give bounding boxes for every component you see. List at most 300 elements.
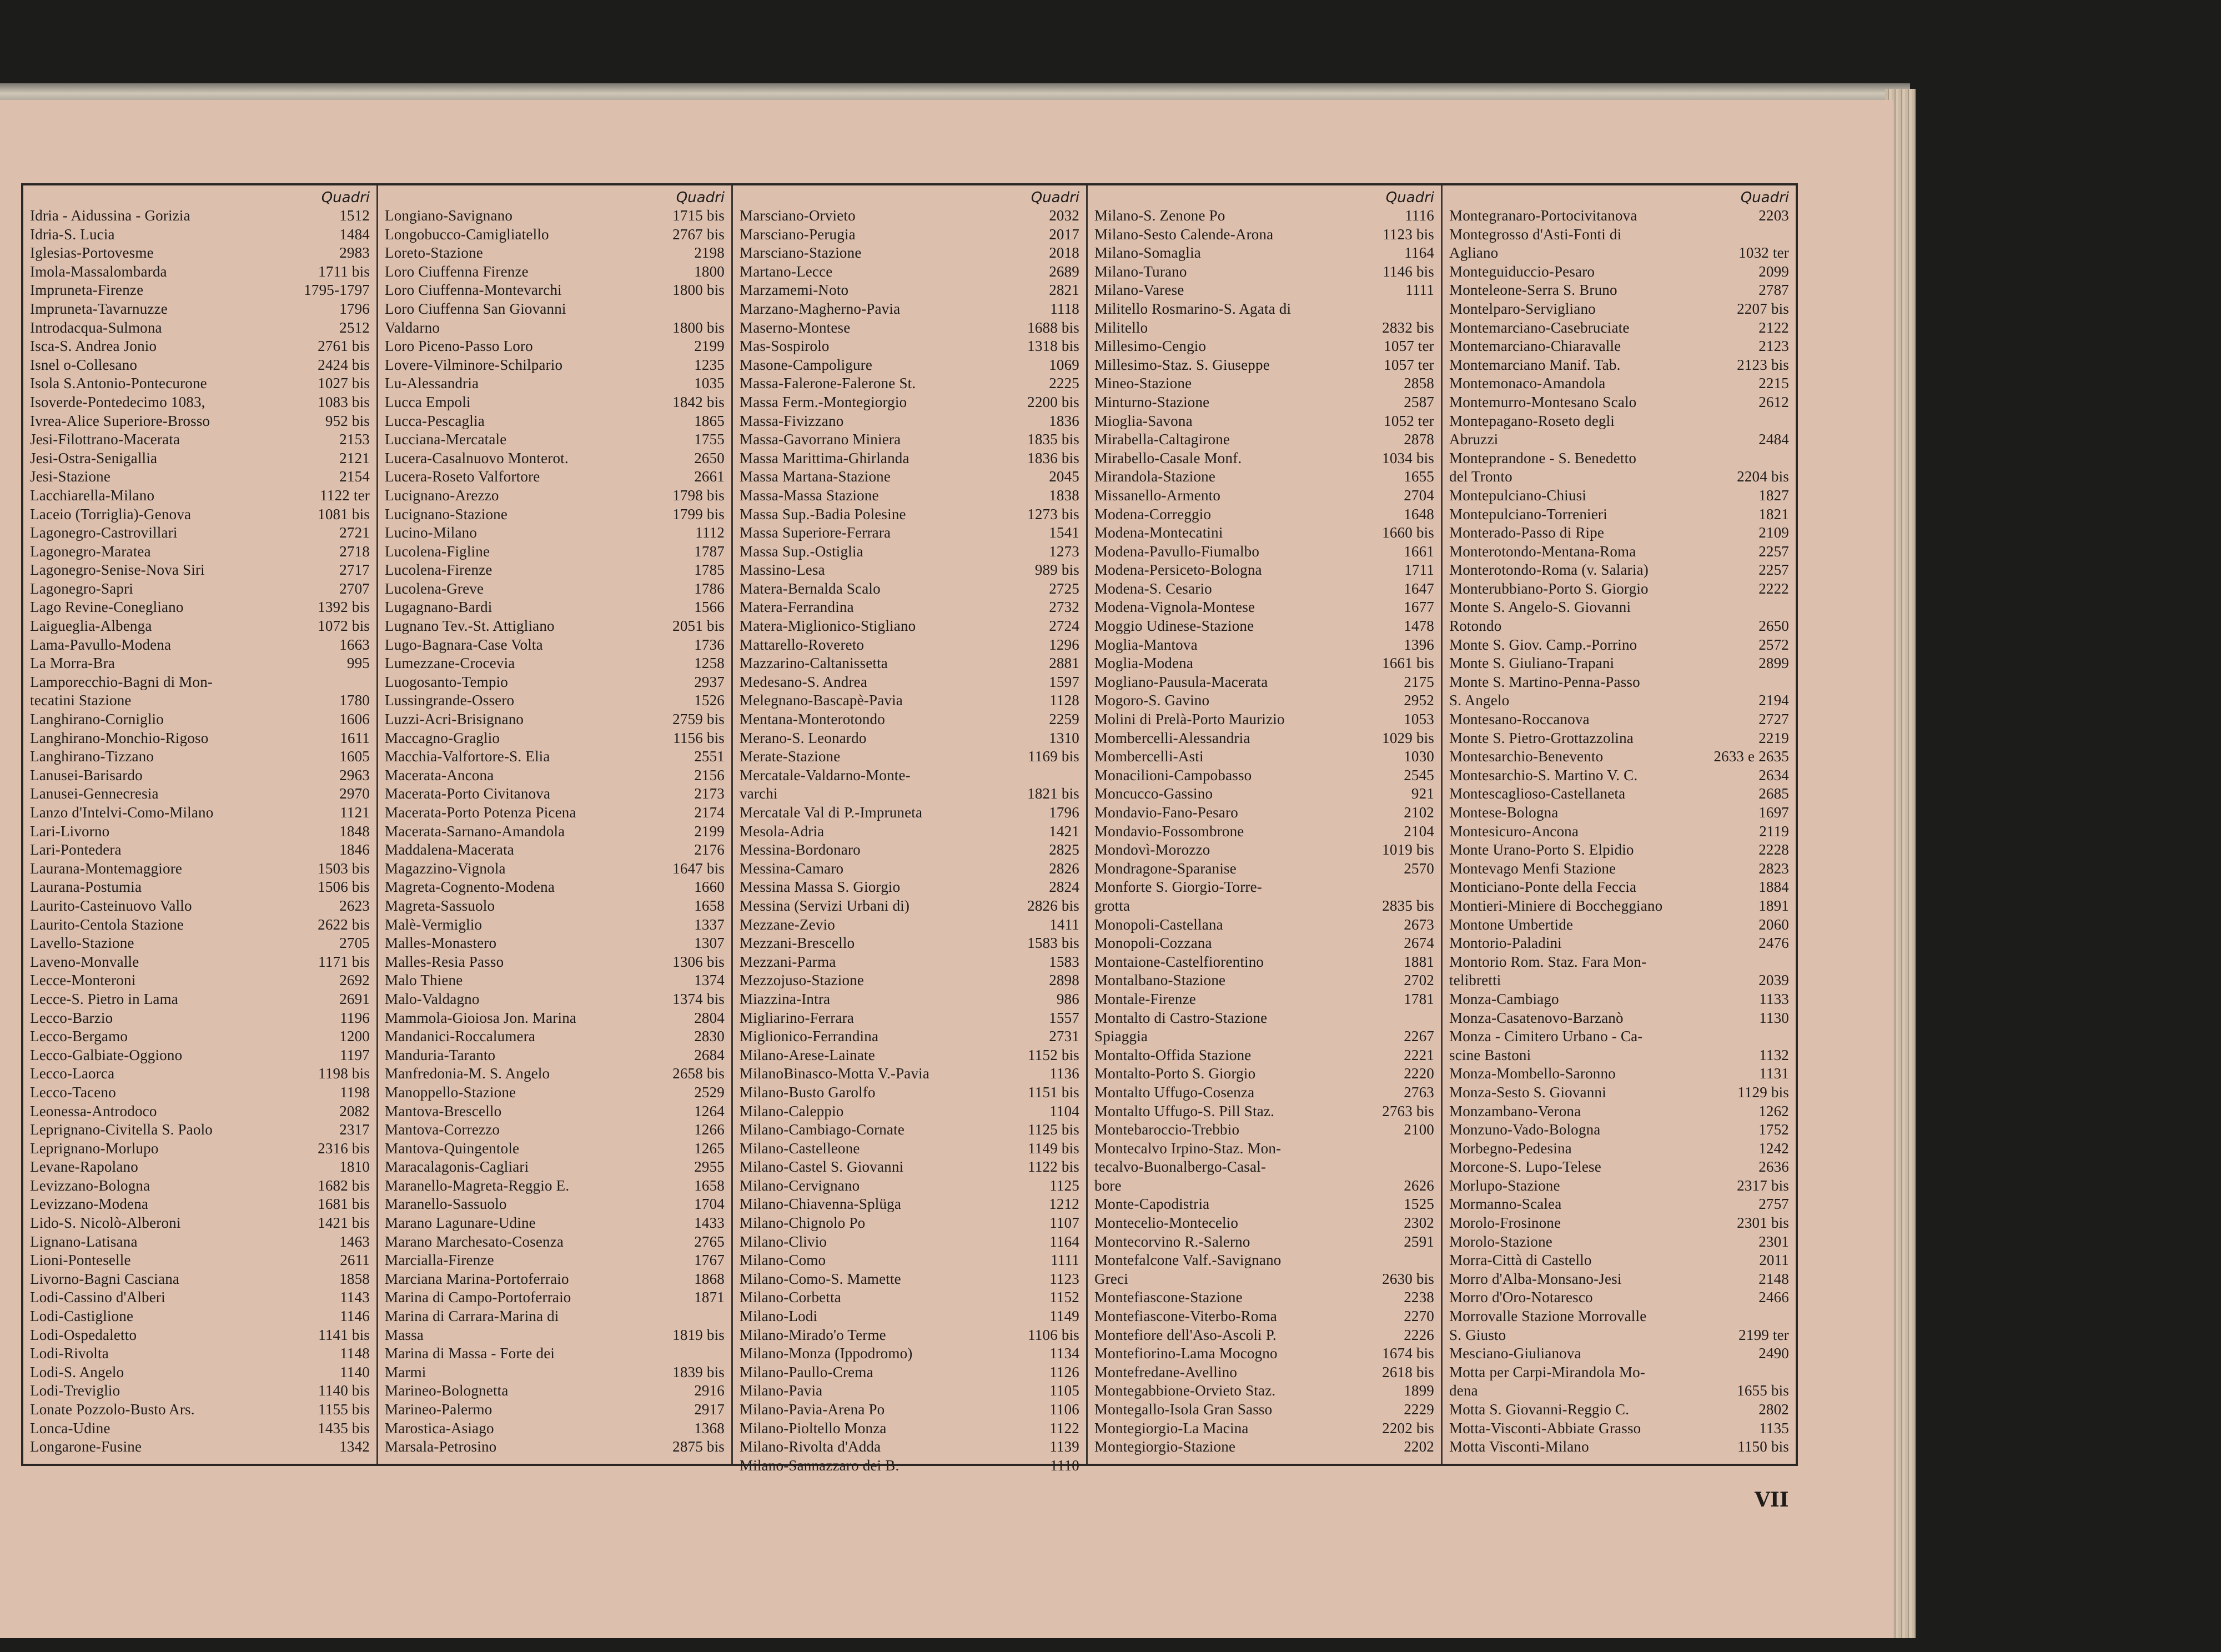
route-name: Lecco-Taceno bbox=[30, 1083, 116, 1101]
index-entry bbox=[740, 580, 1079, 599]
table-reference: 1136 bbox=[1049, 1065, 1079, 1082]
route-name: Massa Sup.-Ostiglia bbox=[740, 543, 863, 560]
index-entry bbox=[385, 449, 725, 468]
route-name: Monforte S. Giorgio-Torre- bbox=[1094, 878, 1263, 896]
index-entry bbox=[1449, 505, 1789, 524]
index-entry bbox=[30, 1382, 370, 1400]
route-name: Massa Martana-Stazione bbox=[740, 468, 891, 485]
index-entry bbox=[740, 673, 1079, 692]
route-name: Mantova-Quingentole bbox=[385, 1139, 520, 1157]
route-name: Modena-Montecatini bbox=[1094, 524, 1223, 541]
index-entry bbox=[385, 319, 725, 338]
table-reference: 1842 bis bbox=[672, 393, 725, 410]
index-entry bbox=[740, 300, 1079, 319]
index-entry bbox=[385, 281, 725, 300]
route-name: Marsala-Petrosino bbox=[385, 1438, 497, 1455]
route-name: Modena-S. Cesario bbox=[1094, 580, 1212, 597]
route-name: Langhirano-Tizzano bbox=[30, 748, 154, 765]
route-name: Massa-Gavorrano Miniera bbox=[740, 431, 901, 448]
route-name: Molini di Prelà-Porto Maurizio bbox=[1094, 711, 1285, 728]
route-name: Morbegno-Pedesina bbox=[1449, 1139, 1572, 1157]
column-entries bbox=[385, 207, 725, 1457]
table-reference: 1526 bbox=[694, 692, 725, 709]
route-name: Lecco-Bergamo bbox=[30, 1028, 128, 1045]
table-reference: 2257 bbox=[1758, 561, 1789, 579]
index-entry bbox=[1094, 337, 1434, 356]
table-reference: 1123 bbox=[1049, 1270, 1079, 1287]
index-entry bbox=[30, 617, 370, 636]
table-reference: 1081 bis bbox=[318, 505, 370, 523]
table-reference: 1786 bbox=[694, 580, 725, 597]
index-column-4 bbox=[1088, 185, 1443, 1464]
table-reference: 1171 bis bbox=[318, 953, 370, 970]
table-reference: 1606 bbox=[339, 711, 370, 728]
route-name: Luzzi-Acri-Brisignano bbox=[385, 711, 524, 728]
index-entry bbox=[740, 1177, 1079, 1196]
index-table bbox=[21, 183, 1798, 1474]
table-reference: 1661 bis bbox=[1382, 655, 1434, 672]
table-reference: 2529 bbox=[694, 1083, 725, 1101]
index-entry bbox=[1094, 934, 1434, 953]
index-entry bbox=[740, 636, 1079, 655]
route-name: Lucolena-Figline bbox=[385, 543, 490, 560]
route-name: Matera-Ferrandina bbox=[740, 599, 854, 616]
table-reference: 1835 bis bbox=[1027, 431, 1079, 448]
index-entry bbox=[30, 1344, 370, 1363]
route-name: Lago Revine-Conegliano bbox=[30, 599, 184, 616]
route-name: Montepulciano-Chiusi bbox=[1449, 486, 1586, 504]
index-entry bbox=[1094, 785, 1434, 804]
route-name: Montale-Firenze bbox=[1094, 990, 1196, 1007]
route-name: Montesarchio-Benevento bbox=[1449, 748, 1604, 765]
route-name: Montefiore dell'Aso-Ascoli P. bbox=[1094, 1326, 1277, 1343]
table-reference: 2199 ter bbox=[1738, 1326, 1789, 1343]
index-entry bbox=[740, 1307, 1079, 1326]
route-name: Mirandola-Stazione bbox=[1094, 468, 1216, 485]
table-reference: 2626 bbox=[1404, 1177, 1434, 1194]
route-name: Messina-Camaro bbox=[740, 860, 844, 877]
route-name: Lucignano-Arezzo bbox=[385, 486, 499, 504]
index-entry bbox=[385, 971, 725, 990]
route-name: Jesi-Ostra-Senigallia bbox=[30, 449, 158, 466]
table-reference: 2551 bbox=[694, 748, 725, 765]
table-reference: 1125 bis bbox=[1028, 1121, 1079, 1138]
index-entry bbox=[385, 766, 725, 785]
route-name: Mandanici-Roccalumera bbox=[385, 1028, 536, 1045]
table-reference: 2302 bbox=[1404, 1214, 1434, 1232]
route-name: Monte S. Giuliano-Trapani bbox=[1449, 655, 1615, 672]
route-name: Monacilioni-Campobasso bbox=[1094, 766, 1252, 784]
index-entry bbox=[1449, 916, 1789, 935]
route-name: Moncucco-Gassino bbox=[1094, 785, 1213, 802]
table-reference: 1663 bbox=[339, 636, 370, 653]
route-name: Montefalcone Valf.-Savignano bbox=[1094, 1252, 1282, 1269]
table-reference: 2763 bis bbox=[1382, 1102, 1434, 1119]
index-entry bbox=[385, 1270, 725, 1289]
table-reference: 2176 bbox=[694, 841, 725, 858]
index-entry bbox=[1449, 1400, 1789, 1419]
index-entry bbox=[385, 1288, 725, 1307]
table-reference: 1781 bbox=[1404, 990, 1434, 1007]
index-entry bbox=[1449, 1288, 1789, 1307]
index-entry bbox=[740, 468, 1079, 486]
index-entry bbox=[740, 860, 1079, 878]
route-name: Montegranaro-Portocivitanova bbox=[1449, 207, 1637, 224]
route-name: Loro Piceno-Passo Loro bbox=[385, 338, 533, 355]
table-reference: 1827 bbox=[1758, 486, 1789, 504]
table-reference: 2725 bbox=[1049, 580, 1079, 597]
route-name: Lecco-Galbiate-Oggiono bbox=[30, 1046, 183, 1063]
route-name: Maserno-Montese bbox=[740, 319, 851, 336]
index-entry bbox=[1094, 1158, 1434, 1177]
route-name: Milano-Chiavenna-Splüga bbox=[740, 1196, 902, 1213]
index-column-3 bbox=[733, 185, 1088, 1474]
route-name: Lido-S. Nicolò-Alberoni bbox=[30, 1214, 181, 1232]
route-name: Mogoro-S. Gavino bbox=[1094, 692, 1210, 709]
table-reference: 1123 bis bbox=[1383, 225, 1434, 243]
route-name: Morrovalle Stazione Morrovalle bbox=[1449, 1308, 1647, 1325]
index-entry bbox=[740, 281, 1079, 300]
table-reference: 2899 bbox=[1758, 655, 1789, 672]
index-entry bbox=[30, 1214, 370, 1233]
route-name: scine Bastoni bbox=[1449, 1046, 1531, 1063]
table-reference: 2220 bbox=[1404, 1065, 1434, 1082]
route-name: Loro Ciuffenna San Giovanni bbox=[385, 300, 566, 317]
table-reference: 1767 bbox=[694, 1252, 725, 1269]
route-name: Millesimo-Staz. S. Giuseppe bbox=[1094, 356, 1270, 373]
route-name: Mondragone-Sparanise bbox=[1094, 860, 1237, 877]
index-entry bbox=[740, 1158, 1079, 1177]
index-entry bbox=[1094, 319, 1434, 338]
index-entry bbox=[740, 766, 1079, 785]
route-name: MilanoBinasco-Motta V.-Pavia bbox=[740, 1065, 930, 1082]
index-entry bbox=[1449, 1027, 1789, 1046]
route-name: Montepulciano-Torrenieri bbox=[1449, 505, 1607, 523]
route-name: Montieri-Miniere di Boccheggiano bbox=[1449, 897, 1663, 914]
index-entry bbox=[385, 468, 725, 486]
table-reference: 952 bis bbox=[325, 412, 370, 429]
route-name: Lecce-Monteroni bbox=[30, 972, 136, 989]
table-reference: 1212 bbox=[1049, 1196, 1079, 1213]
route-name: Milano-Chignolo Po bbox=[740, 1214, 866, 1232]
table-reference: 2226 bbox=[1404, 1326, 1434, 1343]
route-name: Lioni-Ponteselle bbox=[30, 1252, 131, 1269]
route-name: Mogliano-Pausula-Macerata bbox=[1094, 673, 1268, 690]
route-name: Mombercelli-Asti bbox=[1094, 748, 1204, 765]
route-name: Morro d'Oro-Notaresco bbox=[1449, 1289, 1593, 1306]
route-name: Mesciano-Giulianova bbox=[1449, 1345, 1581, 1362]
route-name: Milano-Varese bbox=[1094, 282, 1184, 299]
route-name: Milano-Clivio bbox=[740, 1233, 827, 1250]
index-entry bbox=[385, 747, 725, 766]
table-reference: 1130 bbox=[1759, 1009, 1789, 1026]
index-entry bbox=[740, 841, 1079, 860]
table-reference: 1152 bbox=[1049, 1289, 1079, 1306]
table-reference: 1146 bis bbox=[1383, 263, 1434, 280]
route-name: Longobucco-Camigliatello bbox=[385, 225, 549, 243]
index-entry bbox=[385, 1419, 725, 1438]
index-entry bbox=[30, 263, 370, 282]
index-entry bbox=[1449, 486, 1789, 505]
route-name: Marsciano-Stazione bbox=[740, 244, 862, 262]
table-reference: 1899 bbox=[1404, 1382, 1434, 1399]
table-reference: 1484 bbox=[339, 225, 370, 243]
route-name: Laurana-Montemaggiore bbox=[30, 860, 183, 877]
index-entry bbox=[1449, 225, 1789, 244]
index-entry bbox=[740, 1326, 1079, 1345]
index-entry bbox=[740, 393, 1079, 412]
index-entry bbox=[30, 953, 370, 972]
table-reference: 2721 bbox=[339, 524, 370, 541]
route-name: Lodi-Treviglio bbox=[30, 1382, 120, 1399]
index-entry bbox=[30, 747, 370, 766]
column-header: Quadri bbox=[1031, 189, 1079, 206]
route-name: Miazzina-Intra bbox=[740, 990, 831, 1007]
route-name: Lecco-Laorca bbox=[30, 1065, 115, 1082]
index-entry bbox=[30, 1438, 370, 1457]
table-reference: 1265 bbox=[694, 1139, 725, 1157]
route-name: Manfredonia-M. S. Angelo bbox=[385, 1065, 550, 1082]
route-name: Montefiascone-Viterbo-Roma bbox=[1094, 1308, 1277, 1325]
route-name: Montefiorino-Lama Mocogno bbox=[1094, 1345, 1278, 1362]
route-name: Marcialla-Firenze bbox=[385, 1252, 494, 1269]
table-reference: 1819 bis bbox=[672, 1326, 725, 1343]
table-reference: 2202 bis bbox=[1382, 1419, 1434, 1437]
table-reference: 1795-1797 bbox=[304, 282, 370, 299]
table-reference: 1122 bis bbox=[1028, 1158, 1079, 1176]
route-name: Milano-Turano bbox=[1094, 263, 1187, 280]
route-name: Moggio Udinese-Stazione bbox=[1094, 617, 1254, 635]
table-reference: 2731 bbox=[1049, 1028, 1079, 1045]
table-reference: 1525 bbox=[1404, 1196, 1434, 1213]
index-entry bbox=[30, 281, 370, 300]
index-entry bbox=[1094, 300, 1434, 319]
index-entry bbox=[740, 1419, 1079, 1438]
route-name: Monte-Capodistria bbox=[1094, 1196, 1210, 1213]
table-reference: 2512 bbox=[339, 319, 370, 336]
table-reference: 1660 bis bbox=[1382, 524, 1434, 541]
index-entry bbox=[30, 412, 370, 431]
route-name: Mezzani-Parma bbox=[740, 953, 836, 970]
route-name: Morlupo-Stazione bbox=[1449, 1177, 1560, 1194]
table-reference: 1125 bbox=[1049, 1177, 1079, 1194]
table-reference: 1273 bbox=[1049, 543, 1079, 560]
table-reference: 1674 bis bbox=[1382, 1345, 1434, 1362]
column-header: Quadri bbox=[676, 189, 725, 206]
table-reference: 2082 bbox=[339, 1102, 370, 1119]
table-reference: 2202 bbox=[1404, 1438, 1434, 1455]
table-reference: 1266 bbox=[694, 1121, 725, 1138]
index-entry bbox=[740, 1083, 1079, 1102]
table-reference: 1164 bbox=[1404, 244, 1434, 262]
index-entry bbox=[740, 1270, 1079, 1289]
route-name: Montegabbione-Orvieto Staz. bbox=[1094, 1382, 1276, 1399]
table-reference: 1711 bis bbox=[318, 263, 370, 280]
route-name: Mesola-Adria bbox=[740, 822, 825, 840]
table-reference: 2821 bbox=[1049, 282, 1079, 299]
index-entry bbox=[740, 747, 1079, 766]
index-entry bbox=[1449, 1270, 1789, 1289]
route-name: Leonessa-Antrodoco bbox=[30, 1102, 157, 1119]
table-reference: 2804 bbox=[694, 1009, 725, 1026]
table-reference: 1839 bis bbox=[672, 1363, 725, 1380]
index-entry bbox=[1094, 449, 1434, 468]
route-name: Longiano-Savignano bbox=[385, 207, 513, 224]
index-entry bbox=[385, 430, 725, 449]
table-reference: 2724 bbox=[1049, 617, 1079, 635]
table-reference: 2650 bbox=[1758, 617, 1789, 635]
table-reference: 2051 bis bbox=[672, 617, 725, 635]
table-reference: 1122 bbox=[1049, 1419, 1079, 1437]
table-reference: 2611 bbox=[340, 1252, 370, 1269]
route-name: Leprignano-Civitella S. Paolo bbox=[30, 1121, 213, 1138]
route-name: Montalto-Porto S. Giorgio bbox=[1094, 1065, 1256, 1082]
table-reference: 2761 bis bbox=[318, 338, 370, 355]
table-reference: 2011 bbox=[1759, 1252, 1789, 1269]
index-entry bbox=[1094, 1363, 1434, 1382]
route-name: Milano-Caleppio bbox=[740, 1102, 844, 1119]
index-entry bbox=[30, 1400, 370, 1419]
route-name: Impruneta-Firenze bbox=[30, 282, 144, 299]
table-reference: 986 bbox=[1056, 990, 1079, 1007]
index-entry bbox=[1449, 1382, 1789, 1400]
index-entry bbox=[30, 524, 370, 543]
index-entry bbox=[385, 822, 725, 841]
table-reference: 2704 bbox=[1404, 486, 1434, 504]
index-column-2 bbox=[378, 185, 733, 1464]
route-name: Montese-Bologna bbox=[1449, 804, 1559, 821]
route-name: Massa Sup.-Badia Polesine bbox=[740, 505, 906, 523]
index-entry bbox=[740, 990, 1079, 1009]
index-entry bbox=[1094, 225, 1434, 244]
index-entry bbox=[1449, 729, 1789, 748]
route-name: Lodi-Rivolta bbox=[30, 1345, 109, 1362]
route-name: Montegallo-Isola Gran Sasso bbox=[1094, 1401, 1273, 1418]
route-name: Motta per Carpi-Mirandola Mo- bbox=[1449, 1363, 1645, 1380]
route-name: Minturno-Stazione bbox=[1094, 393, 1210, 410]
index-entry bbox=[1094, 263, 1434, 282]
table-reference: 1506 bis bbox=[318, 878, 370, 896]
table-reference: 1891 bbox=[1758, 897, 1789, 914]
index-entry bbox=[740, 1251, 1079, 1270]
route-name: dena bbox=[1449, 1382, 1478, 1399]
table-reference: 2154 bbox=[339, 468, 370, 485]
table-reference: 1197 bbox=[340, 1046, 370, 1063]
index-entry bbox=[740, 878, 1079, 897]
table-reference: 2591 bbox=[1404, 1233, 1434, 1250]
index-entry bbox=[30, 580, 370, 599]
column-entries bbox=[30, 207, 370, 1457]
table-reference: 1611 bbox=[340, 729, 370, 746]
route-name: Lucolena-Firenze bbox=[385, 561, 493, 579]
index-entry bbox=[30, 1102, 370, 1121]
index-entry bbox=[30, 841, 370, 860]
index-entry bbox=[30, 1326, 370, 1345]
index-entry bbox=[1449, 654, 1789, 673]
index-entry bbox=[1449, 393, 1789, 412]
table-reference: 1129 bis bbox=[1737, 1083, 1789, 1101]
index-entry bbox=[1094, 1139, 1434, 1158]
index-entry bbox=[740, 244, 1079, 263]
table-reference: 1752 bbox=[1758, 1121, 1789, 1138]
table-reference: 2238 bbox=[1404, 1289, 1434, 1306]
table-reference: 1655 bis bbox=[1737, 1382, 1789, 1399]
index-entry bbox=[385, 543, 725, 561]
route-name: Abruzzi bbox=[1449, 431, 1499, 448]
route-name: Laurito-Casteinuovo Vallo bbox=[30, 897, 192, 914]
index-entry bbox=[1094, 1121, 1434, 1139]
route-name: Mantova-Brescello bbox=[385, 1102, 502, 1119]
index-entry bbox=[385, 356, 725, 375]
table-reference: 1881 bbox=[1404, 953, 1434, 970]
table-reference: 1057 ter bbox=[1384, 356, 1434, 373]
route-name: Modena-Persiceto-Bologna bbox=[1094, 561, 1262, 579]
table-reference: 1780 bbox=[339, 692, 370, 709]
table-reference: 1337 bbox=[694, 916, 725, 933]
table-reference: 1798 bis bbox=[672, 486, 725, 504]
table-reference: 2702 bbox=[1404, 972, 1434, 989]
table-reference: 1799 bis bbox=[672, 505, 725, 523]
index-entry bbox=[1094, 1270, 1434, 1289]
index-entry bbox=[740, 319, 1079, 338]
index-entry bbox=[1449, 356, 1789, 375]
index-entry bbox=[1094, 729, 1434, 748]
table-reference: 2727 bbox=[1758, 711, 1789, 728]
route-name: Migliarino-Ferrara bbox=[740, 1009, 855, 1026]
table-reference: 2121 bbox=[339, 449, 370, 466]
index-entry bbox=[30, 337, 370, 356]
index-entry bbox=[1449, 1158, 1789, 1177]
table-reference: 2102 bbox=[1404, 804, 1434, 821]
route-name: Milano-Como bbox=[740, 1252, 826, 1269]
table-reference: 1688 bis bbox=[1027, 319, 1079, 336]
table-reference: 1821 bis bbox=[1027, 785, 1079, 802]
route-name: Monopoli-Cozzana bbox=[1094, 935, 1212, 952]
index-entry bbox=[30, 244, 370, 263]
index-entry bbox=[740, 430, 1079, 449]
table-reference: 2835 bis bbox=[1382, 897, 1434, 914]
route-name: Matera-Miglionico-Stigliano bbox=[740, 617, 916, 635]
route-name: Loro Ciuffenna-Montevarchi bbox=[385, 282, 562, 299]
table-reference: 1122 ter bbox=[320, 486, 370, 504]
index-entry bbox=[30, 1064, 370, 1083]
route-name: Milano-Monza (Ippodromo) bbox=[740, 1345, 913, 1362]
table-reference: 2633 e 2635 bbox=[1714, 748, 1789, 765]
index-entry bbox=[385, 953, 725, 972]
route-name: del Tronto bbox=[1449, 468, 1513, 485]
table-reference: 1143 bbox=[340, 1289, 370, 1306]
table-reference: 1110 bbox=[1050, 1457, 1079, 1474]
table-reference: 2759 bis bbox=[672, 711, 725, 728]
route-name: Luogosanto-Tempio bbox=[385, 673, 508, 690]
route-name: Lucciana-Mercatale bbox=[385, 431, 507, 448]
route-name: Lucera-Casalnuovo Monterot. bbox=[385, 449, 569, 466]
index-entry bbox=[30, 1083, 370, 1102]
table-reference: 1846 bbox=[339, 841, 370, 858]
table-reference: 1105 bbox=[1049, 1382, 1079, 1399]
table-reference: 1392 bis bbox=[318, 599, 370, 616]
index-entry bbox=[1449, 1139, 1789, 1158]
route-name: Lumezzane-Crocevia bbox=[385, 655, 515, 672]
index-entry bbox=[740, 1027, 1079, 1046]
table-reference: 1800 bis bbox=[672, 282, 725, 299]
table-reference: 1318 bis bbox=[1027, 338, 1079, 355]
route-name: Monte Urano-Porto S. Elpidio bbox=[1449, 841, 1634, 858]
table-reference: 1836 bbox=[1049, 412, 1079, 429]
index-entry bbox=[1094, 543, 1434, 561]
table-reference: 1029 bis bbox=[1382, 729, 1434, 746]
table-reference: 1715 bis bbox=[672, 207, 725, 224]
